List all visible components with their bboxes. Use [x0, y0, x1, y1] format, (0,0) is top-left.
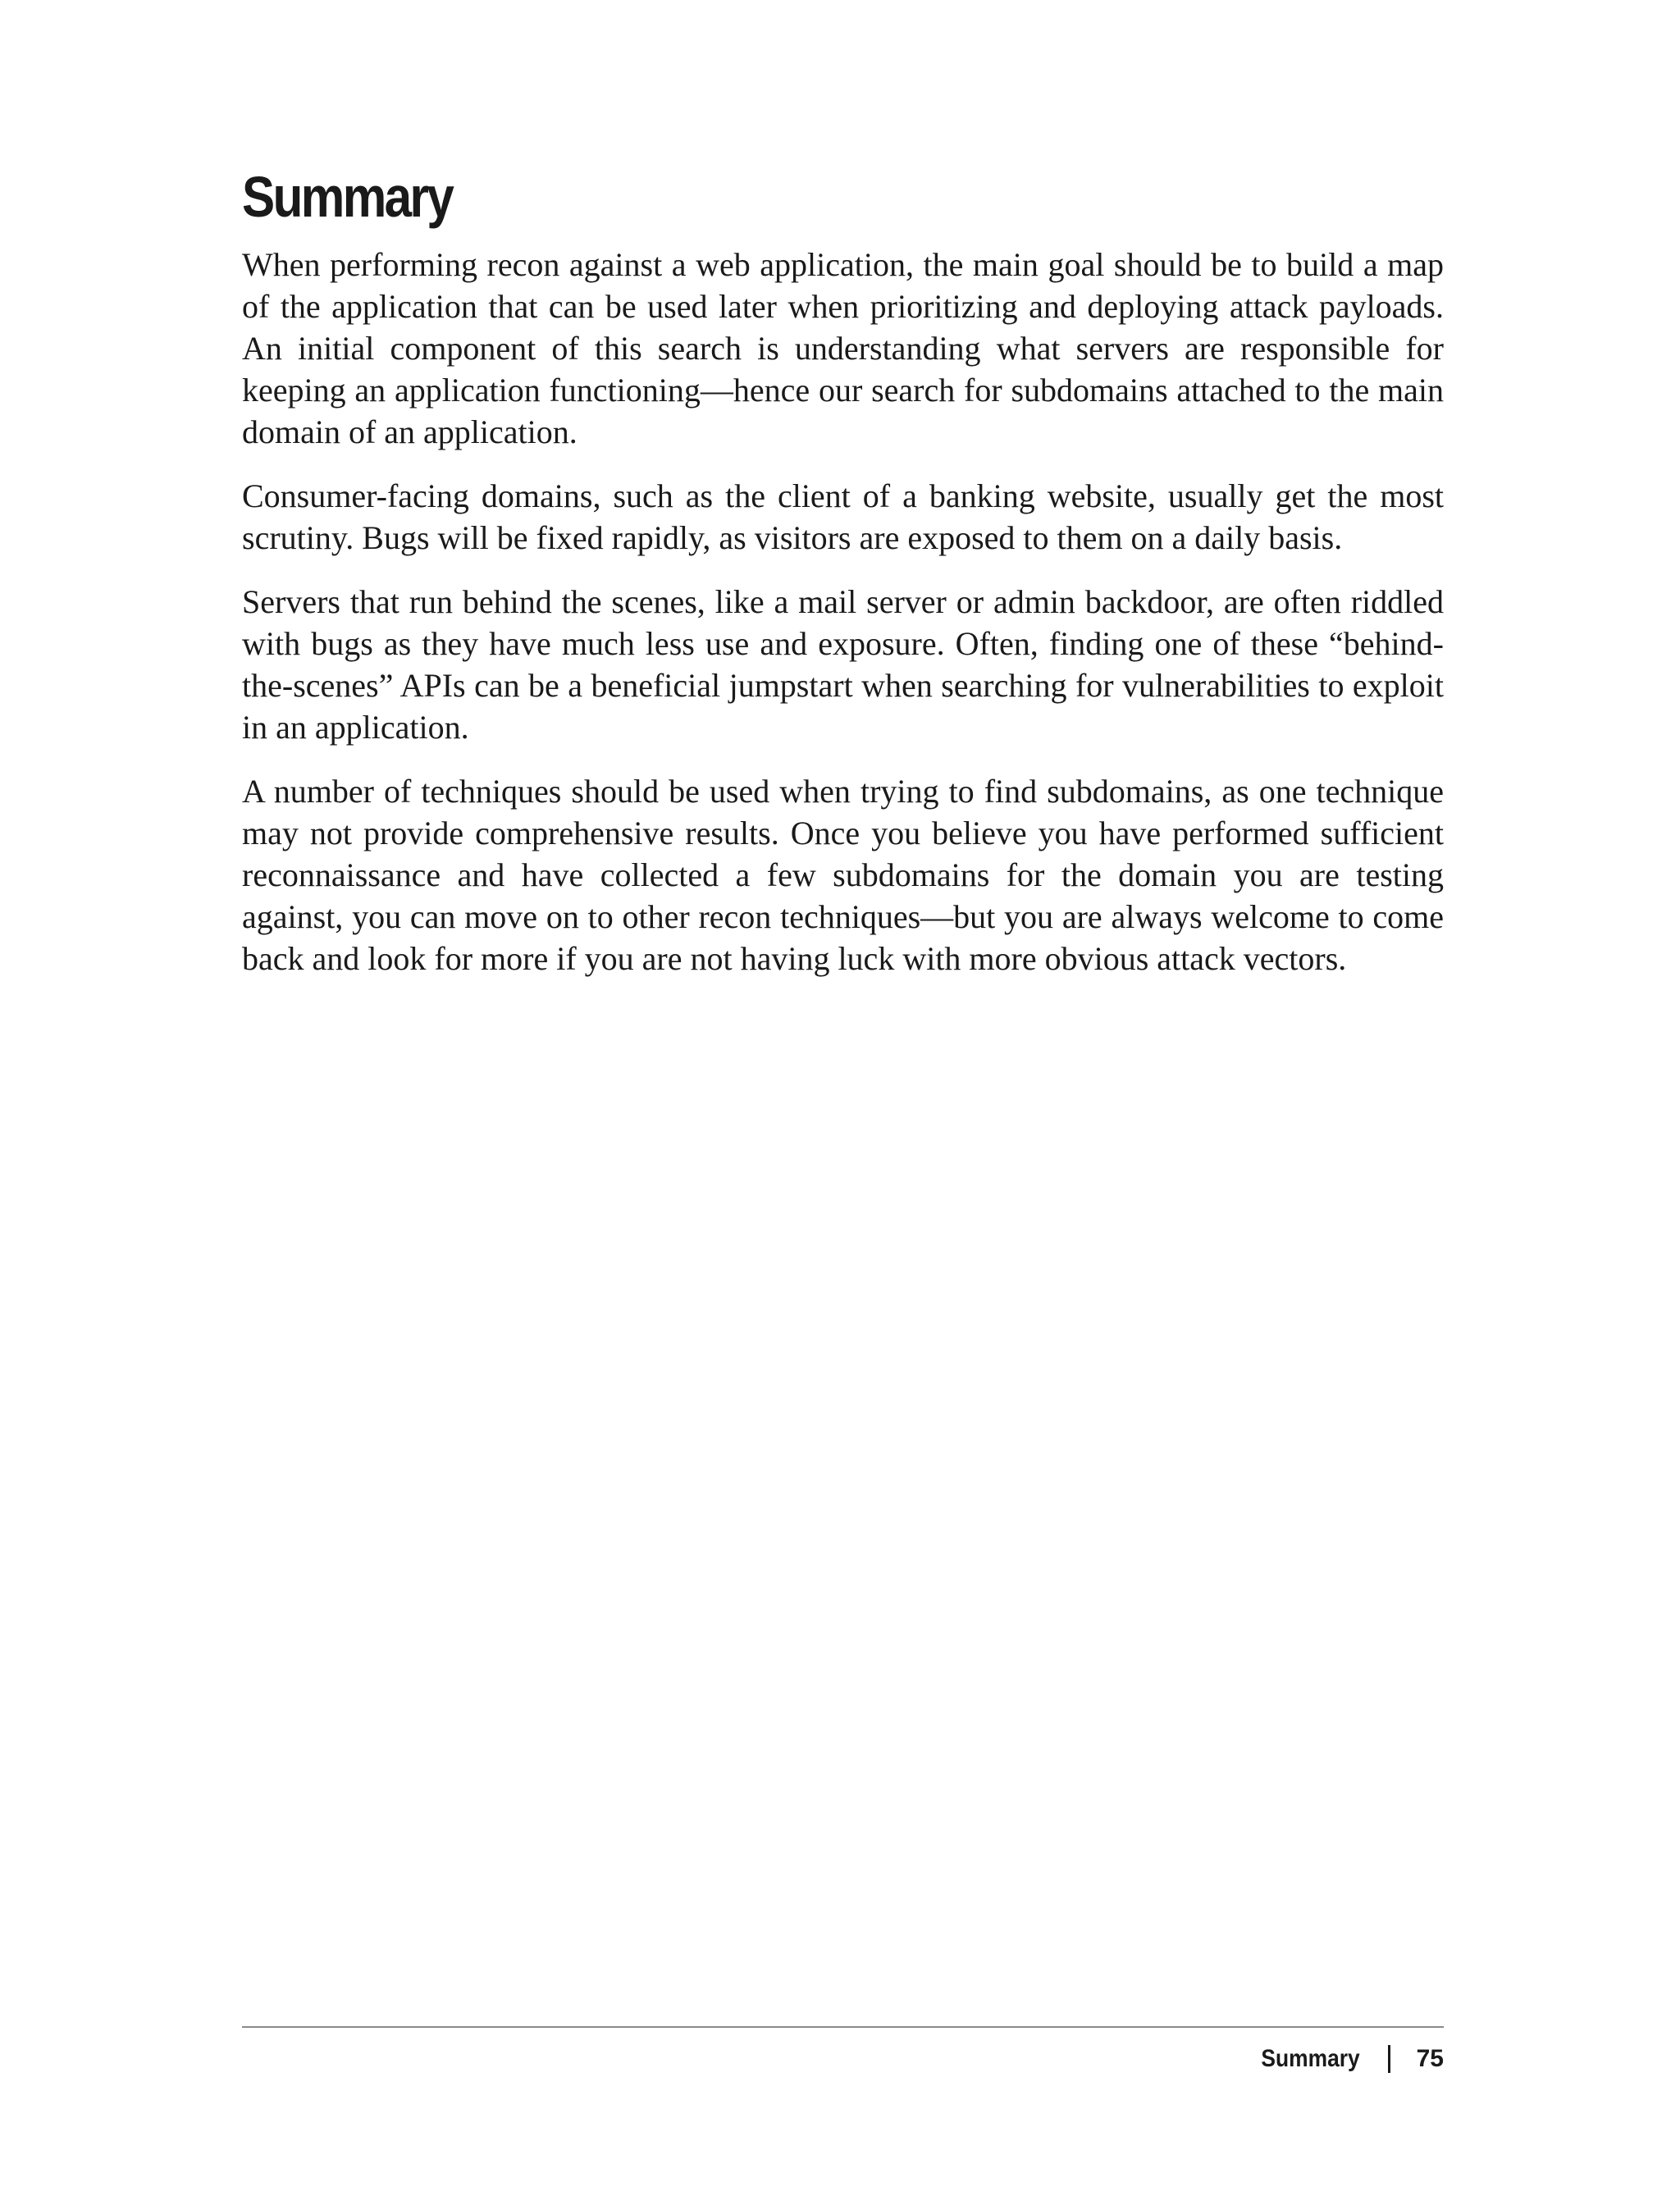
footer-rule [242, 2026, 1444, 2028]
page-footer [242, 2038, 1444, 2079]
footer-separator [1388, 2045, 1390, 2073]
page-number: 75 [1416, 2045, 1444, 2072]
paragraph-1: When performing recon against a web application, the main goal should be to build a map of the application that can be used later when prioritizing and deploying attack payloads. An initial component of this search is understanding what servers are responsible for keeping an application functioning—hence our search for subdomains attached to the main domain of an application. [242, 246, 1444, 450]
page-content [242, 165, 1444, 1002]
footer-running-title: Summary [1261, 2045, 1360, 2072]
paragraph-2: Consumer-facing domains, such as the client of a banking website, usually get the most scrutiny. Bugs will be fixed rapidly, as visitors are exposed to them on a daily basis. [242, 477, 1444, 556]
paragraph-4: A number of techniques should be used when trying to find subdomains, as one technique may not provide comprehensive results. Once you believe you have performed sufficient reconnaissance and have collected a few subdomains for the domain you are testing against, you can move on to other recon techniques—but you are always welcome to come back and look for more if you are not having luck with more obvious attack vectors. [242, 773, 1444, 977]
section-heading: Summary [242, 165, 453, 229]
paragraph-3: Servers that run behind the scenes, like a mail server or admin backdoor, are often riddled with bugs as they have much less use and exposure. Often, finding one of these “behind-the-scenes” APIs can be a beneficial jumpstart when searching for vulnerabilities to exploit in an application. [242, 583, 1444, 746]
